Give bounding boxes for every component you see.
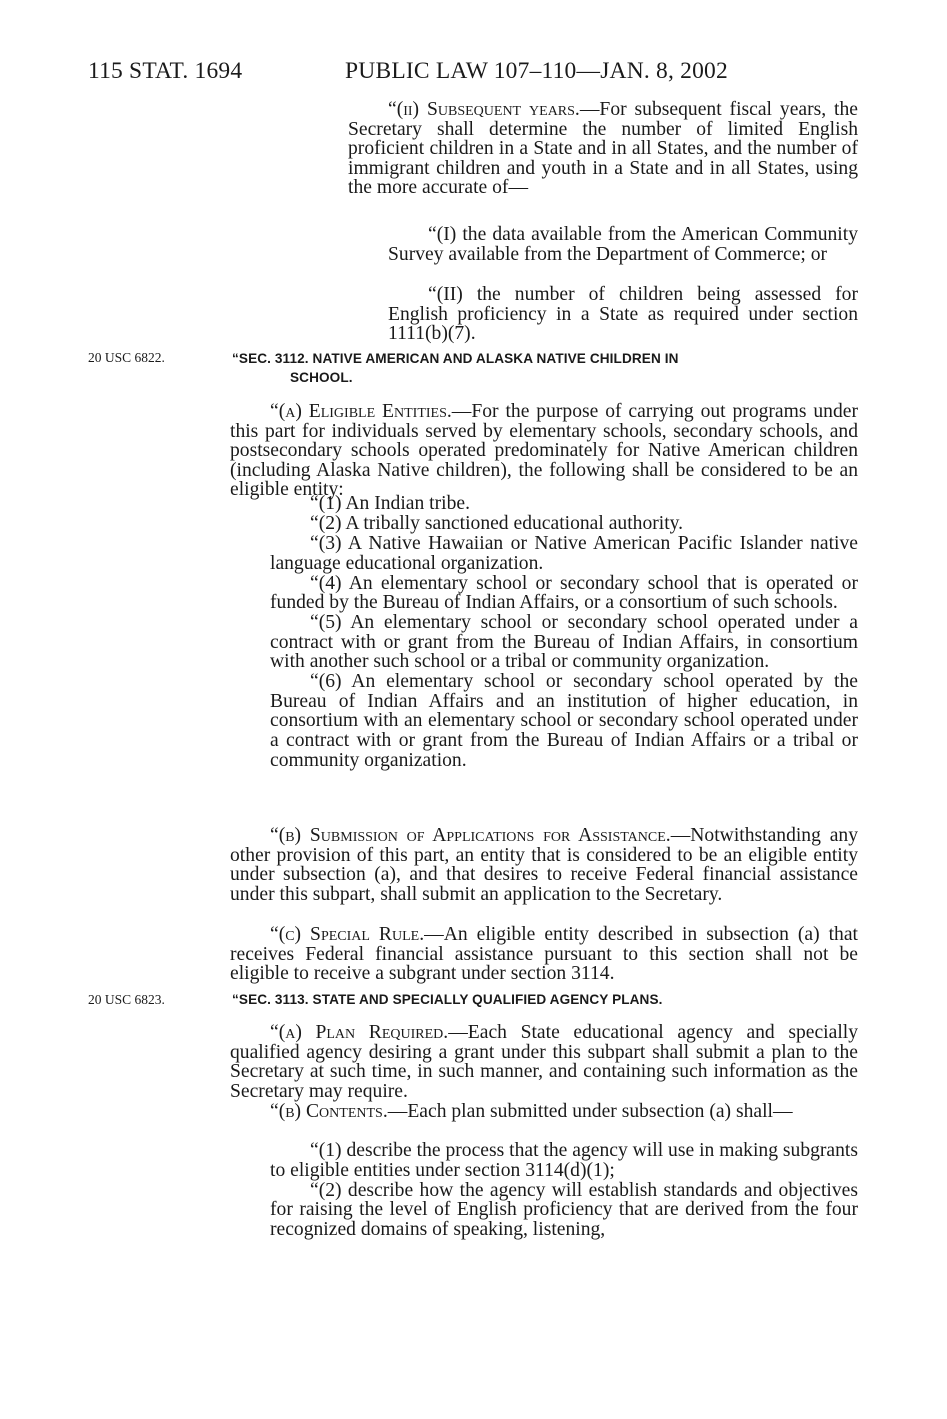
clause-I [388, 225, 858, 264]
section-3112-c-heading: “(c) Special Rule. [270, 924, 425, 945]
list-item: “(1) describe the process that the agency will use in making subgrants to eligible entities under section 3114(d)(1); [270, 1140, 858, 1181]
list-item: “(5) An elementary school or secondary school operated under a contract with or grant from the Bureau of Indian Affairs, in consortium with another such school or a tribal or community organization. [270, 612, 858, 673]
list-item: “(3) A Native Hawaiian or Native American Pacific Islander native language educational organization. [270, 532, 858, 574]
section-3112-c-body: —An eligible entity described in subsection (a) that receives Federal financial assistance pursuant to this section shall not be eligible to receive a subgrant under section 3114. [230, 924, 858, 985]
section-3112-b-heading: “(b) Submission of Applications for Assistance. [270, 825, 671, 846]
section-3113-subsection-a [230, 1023, 858, 1101]
clause-I-text: “(I) the data available from the American Community Survey available from the Department of Commerce; or [388, 224, 858, 265]
section-3112-subsection-c [230, 925, 858, 984]
list-item: “(2) describe how the agency will establish standards and objectives for raising the level of English proficiency that are derived from the four recognized domains of speaking, listening, [270, 1179, 858, 1240]
list-item: “(2) A tribally sanctioned educational authority. [310, 512, 684, 534]
section-3112-a-heading: “(a) Eligible Entities. [270, 401, 452, 422]
section-3113-b-body: —Each plan submitted under subsection (a) shall— [387, 1101, 793, 1122]
section-3113-b-heading: “(b) Contents. [270, 1101, 388, 1122]
section-3112-subsection-b [230, 826, 858, 904]
margin-note-usc-6822: 20 USC 6822. [88, 350, 165, 365]
section-3112-items [230, 494, 858, 770]
subsection-ii-block [348, 100, 858, 198]
section-3112-b-body: —Notwithstanding any other provision of this part, an entity that is considered to be an eligible entity under subsection (a), and that desires to receive Federal financial assistance under this subpart, shall submit an application to the Secretary. [230, 825, 859, 905]
section-3113-heading-line1: “SEC. 3113. STATE AND SPECIALLY QUALIFIED AGENCY PLANS. [232, 992, 663, 1007]
page-header [0, 58, 947, 88]
list-item: “(1) An Indian tribe. [310, 493, 470, 514]
section-3112-heading-line1: “SEC. 3112. NATIVE AMERICAN AND ALASKA NATIVE CHILDREN IN [232, 351, 679, 366]
section-3113-a-body: —Each State educational agency and specially qualified agency desiring a grant under this subpart shall submit a plan to the Secretary at such time, in such manner, and containing such information as the Secretary may require. [230, 1022, 859, 1102]
section-3113-items [230, 1141, 858, 1239]
section-3113-subsection-b [230, 1102, 858, 1122]
running-head: PUBLIC LAW 107–110—JAN. 8, 2002 [345, 58, 728, 84]
margin-note-usc-6823: 20 USC 6823. [88, 992, 165, 1007]
section-3112-heading [232, 349, 862, 387]
subsection-ii-body: —For subsequent fiscal years, the Secretary shall determine the number of limited English proficient children in a State and in all States, and the number of immigrant children and youth in a State and in all States, using the more accurate of— [348, 99, 858, 199]
subsection-ii-heading: “(ii) Subsequent years. [388, 99, 580, 120]
section-3113-heading [232, 990, 862, 1009]
section-3112-subsection-a [230, 402, 858, 500]
stat-page-number: 115 STAT. 1694 [88, 58, 243, 84]
clause-II [388, 285, 858, 344]
list-item: “(6) An elementary school or secondary school operated by the Bureau of Indian Affairs and an institution of higher education, in consortium with an elementary school or secondary school operated under a contract with or grant from the Bureau of Indian Affairs or a tribal or community organization. [270, 671, 858, 771]
list-item: “(4) An elementary school or secondary school that is operated or funded by the Bureau of Indian Affairs, or a consortium of such schools. [270, 572, 858, 614]
section-3112-a-body: —For the purpose of carrying out programs under this part for individuals served by elementary schools, secondary schools, and postsecondary schools operated predominately for Native American children (including Alaska Native children), the following shall be considered to be an eligible entity: [230, 401, 858, 501]
section-3112-heading-line2: SCHOOL. [290, 370, 353, 385]
section-3113-a-heading: “(a) Plan Required. [270, 1022, 449, 1043]
clause-II-text: “(II) the number of children being assessed for English proficiency in a State as required under section 1111(b)(7). [388, 284, 858, 345]
